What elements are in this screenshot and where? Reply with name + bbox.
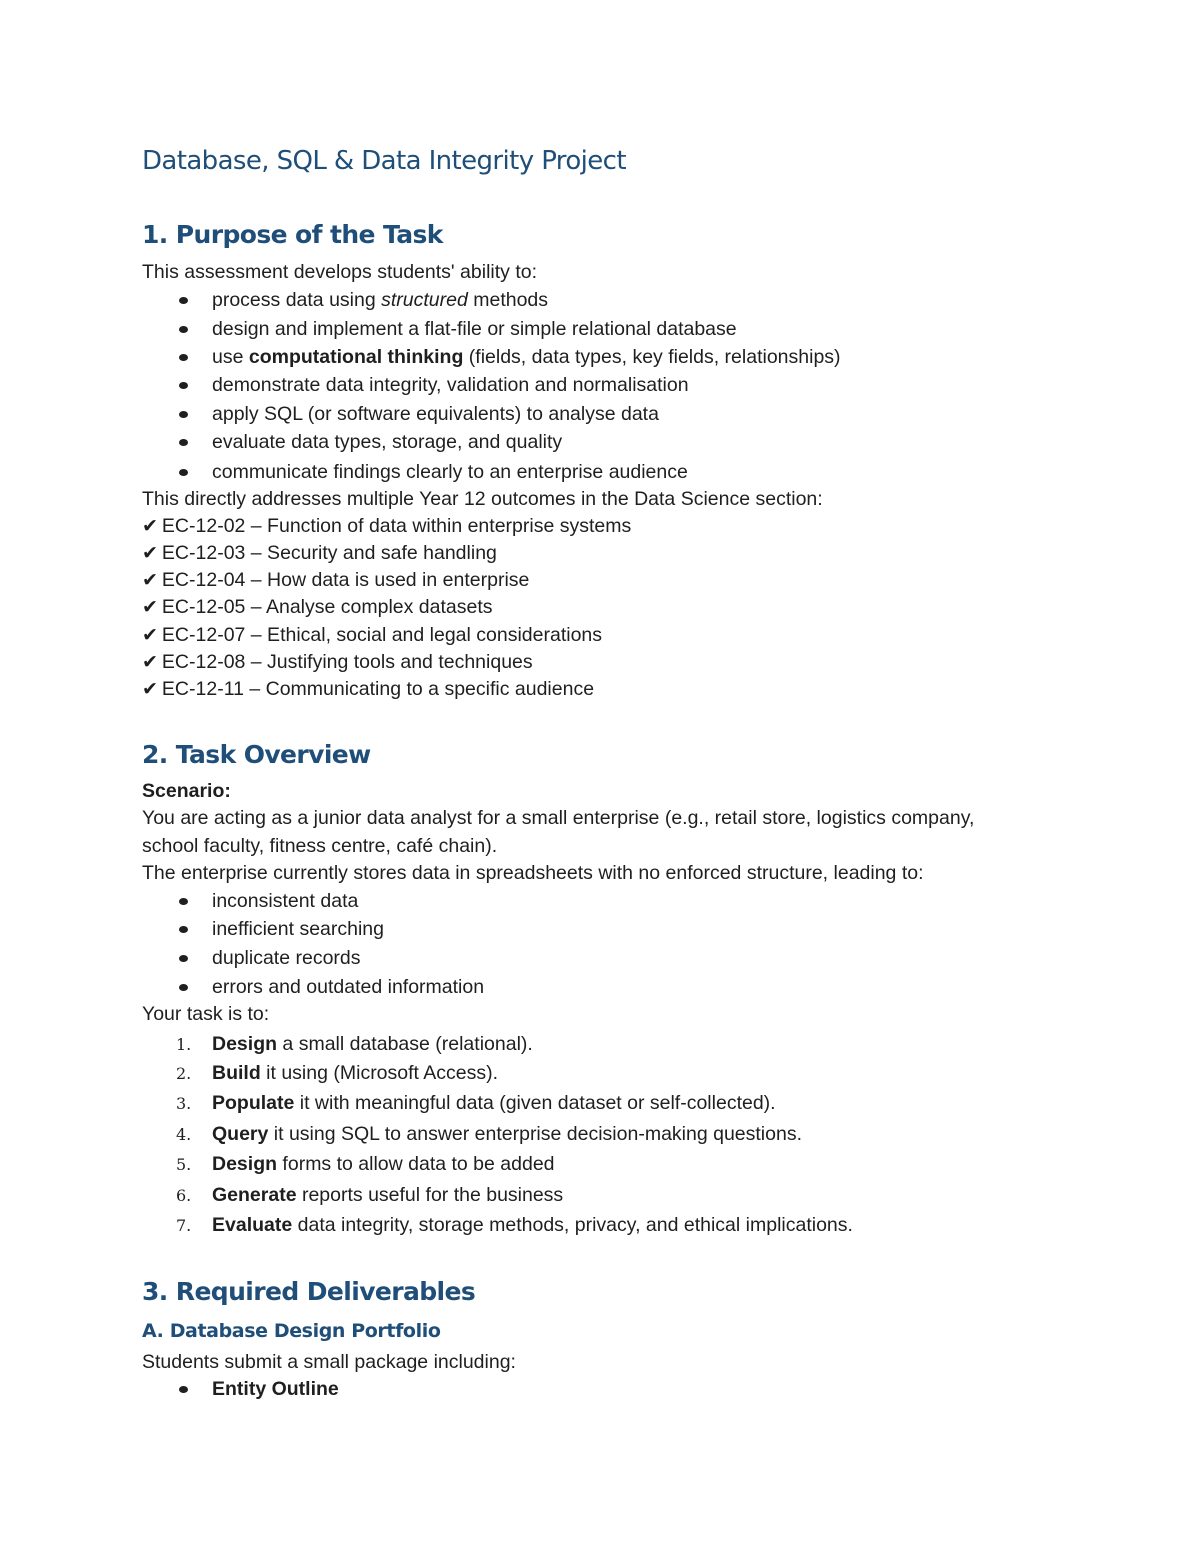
document-title: Database, SQL & Data Integrity Project	[142, 146, 626, 176]
numbered-item: 6. Generate reports useful for the business	[176, 1184, 564, 1206]
checkmark-icon: ✔	[142, 678, 158, 700]
task-intro: Your task is to:	[142, 1003, 270, 1025]
list-item: demonstrate data integrity, validation and normalisation	[212, 373, 689, 397]
outcome-item: ✔ EC-12-07 – Ethical, social and legal considerations	[142, 624, 603, 646]
bullet-icon	[179, 411, 188, 418]
bullet-icon	[179, 354, 188, 361]
outcome-item: ✔ EC-12-08 – Justifying tools and techniques	[142, 651, 533, 673]
checkmark-icon: ✔	[142, 624, 158, 646]
list-item: use computational thinking (fields, data types, key fields, relationships)	[212, 345, 841, 369]
checkmark-icon: ✔	[142, 596, 158, 618]
section-3-heading: 3. Required Deliverables	[142, 1277, 476, 1306]
bullet-icon	[179, 469, 188, 476]
section-3-subheading: A. Database Design Portfolio	[142, 1320, 441, 1342]
list-item: duplicate records	[212, 946, 361, 970]
numbered-item: 5. Design forms to allow data to be added	[176, 1153, 555, 1175]
outcomes-intro: This directly addresses multiple Year 12 outcomes in the Data Science section:	[142, 488, 823, 510]
outcome-item: ✔ EC-12-03 – Security and safe handling	[142, 542, 497, 564]
numbered-item: 4. Query it using SQL to answer enterprise decision-making questions.	[176, 1123, 802, 1145]
bullet-icon	[179, 984, 188, 991]
problem-intro: The enterprise currently stores data in spreadsheets with no enforced structure, leading to:	[142, 862, 924, 884]
scenario-label: Scenario:	[142, 780, 231, 802]
numbered-item: 1. Design a small database (relational).	[176, 1033, 533, 1055]
bullet-icon	[179, 1386, 188, 1393]
list-item: errors and outdated information	[212, 975, 484, 999]
list-item: Entity Outline	[212, 1377, 339, 1401]
section-1-intro: This assessment develops students' ability to:	[142, 261, 537, 283]
numbered-item: 7. Evaluate data integrity, storage methods, privacy, and ethical implications.	[176, 1214, 853, 1236]
bullet-icon	[179, 926, 188, 933]
list-item: design and implement a flat-file or simple relational database	[212, 317, 737, 341]
section-1-heading: 1. Purpose of the Task	[142, 220, 443, 249]
checkmark-icon: ✔	[142, 651, 158, 673]
list-item: communicate findings clearly to an enterprise audience	[212, 460, 688, 484]
checkmark-icon: ✔	[142, 515, 158, 537]
list-item: evaluate data types, storage, and quality	[212, 430, 562, 454]
bullet-icon	[179, 297, 188, 304]
checkmark-icon: ✔	[142, 569, 158, 591]
bullet-icon	[179, 326, 188, 333]
numbered-item: 2. Build it using (Microsoft Access).	[176, 1062, 499, 1084]
list-item: apply SQL (or software equivalents) to analyse data	[212, 402, 659, 426]
bullet-icon	[179, 898, 188, 905]
outcome-item: ✔ EC-12-04 – How data is used in enterprise	[142, 569, 530, 591]
section-3-intro: Students submit a small package including:	[142, 1351, 516, 1373]
bullet-icon	[179, 439, 188, 446]
list-item: inefficient searching	[212, 917, 384, 941]
bullet-icon	[179, 955, 188, 962]
outcome-item: ✔ EC-12-05 – Analyse complex datasets	[142, 596, 493, 618]
bullet-icon	[179, 382, 188, 389]
list-item: inconsistent data	[212, 889, 358, 913]
scenario-text-line-2: school faculty, fitness centre, café chain).	[142, 835, 498, 857]
section-2-heading: 2. Task Overview	[142, 740, 371, 769]
numbered-item: 3. Populate it with meaningful data (given dataset or self-collected).	[176, 1092, 776, 1114]
checkmark-icon: ✔	[142, 542, 158, 564]
scenario-text-line-1: You are acting as a junior data analyst for a small enterprise (e.g., retail store, logistics company,	[142, 807, 975, 829]
list-item: process data using structured methods	[212, 288, 548, 312]
outcome-item: ✔ EC-12-11 – Communicating to a specific audience	[142, 678, 595, 700]
outcome-item: ✔ EC-12-02 – Function of data within enterprise systems	[142, 515, 632, 537]
